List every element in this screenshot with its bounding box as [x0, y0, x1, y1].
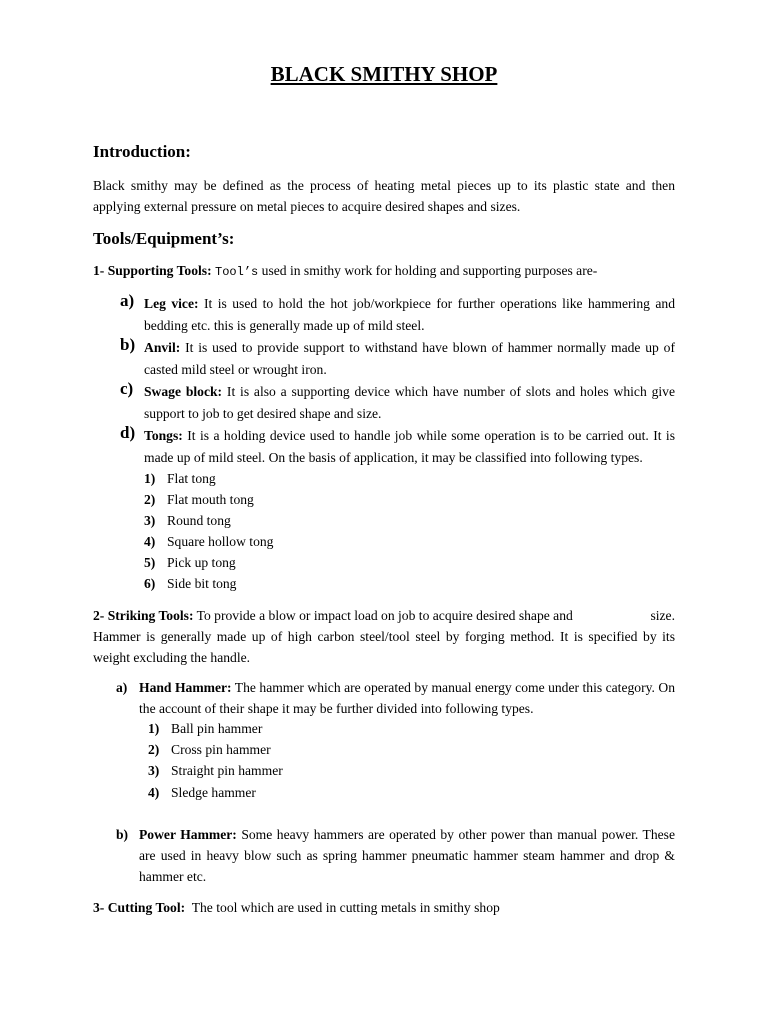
striking-tools-label: 2- Striking Tools: [93, 608, 194, 623]
striking-paragraph: Hammer is generally made up of high carbon steel/tool steel by forging method. It is specified by its weight excluding the handle. [93, 629, 675, 665]
list-item-hand-hammer [93, 677, 675, 719]
item-text: The hammer which are operated by manual energy come under this category. On the account of their shape it may be further divided into following types. [139, 680, 675, 716]
striking-tools-line1: To provide a blow or impact load on job to acquire desired shape and [193, 608, 573, 623]
item-text: It is used to hold the hot job/workpiece for further operations like hammering and bedding etc. this is generally made up of mild steel. [144, 296, 675, 333]
supporting-tools-word: Tool’s [215, 265, 259, 279]
item-name: Leg vice: [144, 296, 199, 311]
item-name: Power Hammer: [139, 827, 237, 842]
striking-tools-line [93, 605, 675, 626]
list-letter: b) [120, 335, 136, 354]
hammer-type-item: 4) Sledge hammer [148, 785, 256, 800]
list-item-power-hammer [93, 824, 675, 887]
item-name: Hand Hammer: [139, 680, 232, 695]
cutting-tool-text: The tool which are used in cutting metals in smithy shop [185, 900, 500, 915]
intro-paragraph: Black smithy may be defined as the process of heating metal pieces up to its plastic state and then applying external pressure on metal pieces to acquire desired shapes and sizes. [93, 178, 675, 214]
item-name: Anvil: [144, 340, 181, 355]
list-letter: b) [116, 827, 129, 842]
tools-heading: Tools/Equipment’s: [93, 229, 235, 248]
item-text: It is a holding device used to handle job while some operation is to be carried out. It is made up of mild steel. On the basis of application, it may be classified into following types. [144, 428, 675, 465]
list-letter: a) [120, 291, 135, 310]
striking-tools-line1-end: size. [650, 608, 675, 623]
intro-heading: Introduction: [93, 142, 191, 161]
hammer-type-item: 2) Cross pin hammer [148, 742, 271, 757]
list-letter: a) [116, 680, 128, 695]
item-text: It is also a supporting device which have number of slots and holes which give support to job to get desired shape and size. [144, 384, 675, 421]
tong-type-item: 1) Flat tong [144, 471, 216, 486]
list-item-tongs [93, 425, 675, 469]
cutting-tool-label: 3- Cutting Tool: [93, 900, 186, 915]
list-item-leg-vice [93, 293, 675, 337]
list-item-swage-block [93, 381, 675, 425]
item-text: Some heavy hammers are operated by other power than manual power. These are used in heavy blow such as spring hammer pneumatic hammer steam hammer and drop & hammer etc. [139, 827, 676, 884]
supporting-tools-line [93, 260, 675, 283]
tong-type-item: 6) Side bit tong [144, 576, 237, 591]
tong-type-item: 4) Square hollow tong [144, 534, 274, 549]
tong-type-item: 3) Round tong [144, 513, 231, 528]
list-item-anvil [93, 337, 675, 381]
item-name: Tongs: [144, 428, 183, 443]
supporting-tools-label: 1- Supporting Tools: [93, 263, 212, 278]
cutting-tool-line [93, 897, 675, 918]
supporting-tools-text: used in smithy work for holding and supporting purposes are- [258, 263, 598, 278]
list-letter: d) [120, 423, 136, 442]
page-title: BLACK SMITHY SHOP [270, 62, 498, 86]
tong-type-item: 5) Pick up tong [144, 555, 236, 570]
item-name: Swage block: [144, 384, 223, 399]
hammer-type-item: 1) Ball pin hammer [148, 721, 263, 736]
list-letter: c) [120, 379, 134, 398]
tong-type-item: 2) Flat mouth tong [144, 492, 254, 507]
hammer-type-item: 3) Straight pin hammer [148, 763, 283, 778]
item-text: It is used to provide support to withstand have blown of hammer normally made up of casted mild steel or wrought iron. [144, 340, 675, 377]
